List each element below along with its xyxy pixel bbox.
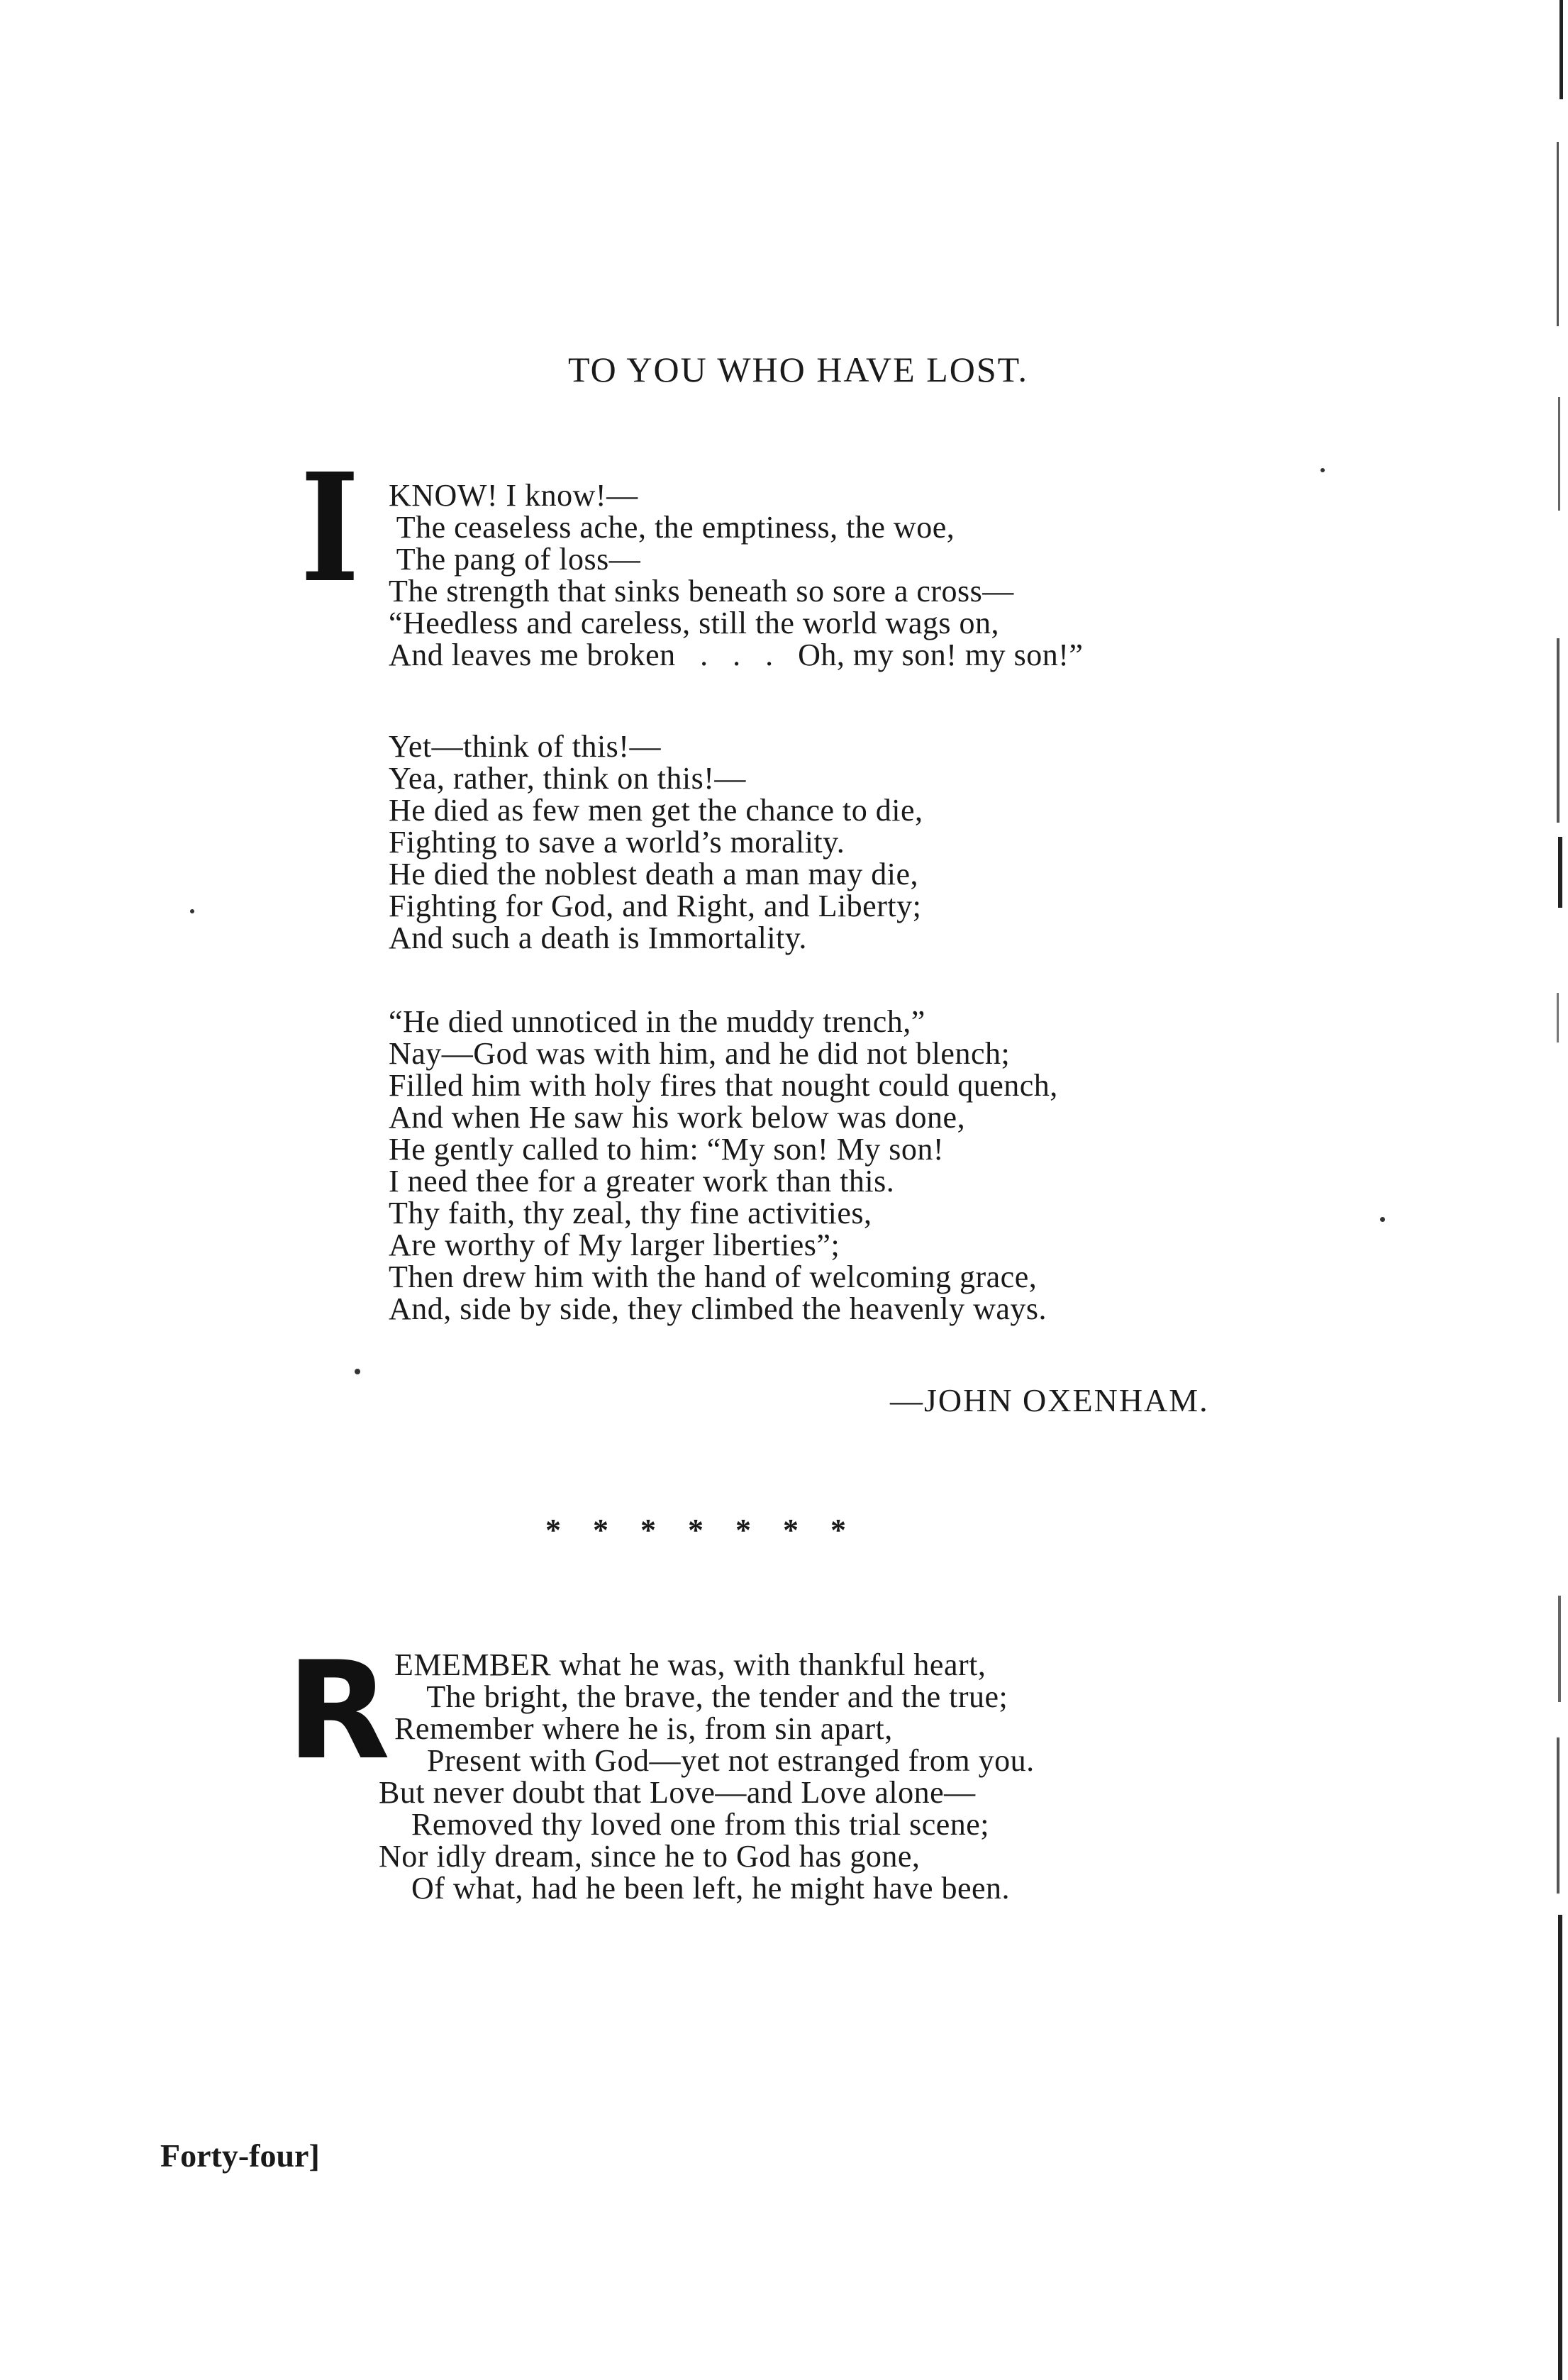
poem-line: Fighting for God, and Right, and Liberty; xyxy=(389,889,922,923)
stanza-1 xyxy=(389,479,1083,671)
poem-line: Removed thy loved one from this trial scene; xyxy=(379,1807,990,1842)
poem-line: The bright, the brave, the tender and the true; xyxy=(394,1679,1008,1714)
poem-line: Remember where he is, from sin apart, xyxy=(394,1711,893,1746)
poem-line: Nor idly dream, since he to God has gone, xyxy=(379,1839,921,1874)
poem-line: “He died unnoticed in the muddy trench,” xyxy=(389,1004,925,1039)
attribution: —JOHN OXENHAM. xyxy=(890,1382,1209,1418)
poem-line: The strength that sinks beneath so sore a cross— xyxy=(389,574,1014,608)
section-separator xyxy=(533,1512,858,1548)
poem-line: I need thee for a greater work than this. xyxy=(389,1164,895,1199)
poem-line: Are worthy of My larger liberties”; xyxy=(389,1228,840,1262)
drop-cap-i: I xyxy=(300,440,360,616)
poem-line: Yea, rather, think on this!— xyxy=(389,761,746,796)
poem-line: Yet—think of this!— xyxy=(389,729,661,764)
scan-speck xyxy=(355,1369,360,1374)
poem-line: Present with God—yet not estranged from you. xyxy=(394,1743,1035,1778)
separator-star: * xyxy=(545,1513,561,1547)
poem-line: KNOW! I know!— xyxy=(389,478,638,513)
poem-line: EMEMBER what he was, with thankful heart, xyxy=(394,1647,986,1682)
poem-line: The pang of loss— xyxy=(389,542,641,577)
scan-edge-artifact xyxy=(1540,0,1568,2380)
stanza-2 xyxy=(389,730,923,954)
scan-speck xyxy=(1380,1217,1385,1222)
poem-line: And when He saw his work below was done, xyxy=(389,1100,966,1135)
poem-line: Filled him with holy fires that nought could quench, xyxy=(389,1068,1058,1103)
poem-line: Fighting to save a world’s morality. xyxy=(389,825,845,860)
separator-star: * xyxy=(830,1513,846,1547)
poem-2 xyxy=(379,1647,1035,1906)
poem-line: And such a death is Immortality. xyxy=(389,921,807,955)
poem-line: Thy faith, thy zeal, thy fine activities, xyxy=(389,1196,872,1230)
poem-line: Nay—God was with him, and he did not blench; xyxy=(389,1036,1011,1071)
poem-line: He died as few men get the chance to die, xyxy=(389,793,923,828)
poem-line: And, side by side, they climbed the heavenly ways. xyxy=(389,1291,1047,1326)
page-number: Forty-four] xyxy=(160,2137,320,2174)
poem-line: But never doubt that Love—and Love alone— xyxy=(379,1775,976,1810)
separator-star: * xyxy=(640,1513,656,1547)
scan-speck xyxy=(190,909,194,913)
drop-cap-r: R xyxy=(287,1633,391,1789)
poem-line: The ceaseless ache, the emptiness, the woe, xyxy=(389,510,955,545)
poem-line: Then drew him with the hand of welcoming grace, xyxy=(389,1259,1038,1294)
poem-line: He gently called to him: “My son! My son! xyxy=(389,1132,945,1167)
separator-star: * xyxy=(688,1513,704,1547)
stanza-3 xyxy=(389,1006,1058,1325)
poem-line: “Heedless and careless, still the world wags on, xyxy=(389,606,999,640)
poem-line: He died the noblest death a man may die, xyxy=(389,857,918,891)
poem-line: And leaves me broken . . . Oh, my son! my son!” xyxy=(389,638,1084,672)
separator-star: * xyxy=(783,1513,799,1547)
separator-star: * xyxy=(735,1513,751,1547)
poem-line: Of what, had he been left, he might have been. xyxy=(379,1871,1011,1906)
scan-speck xyxy=(1320,468,1325,472)
poem-title: TO YOU WHO HAVE LOST. xyxy=(568,350,1028,389)
separator-star: * xyxy=(593,1513,608,1547)
